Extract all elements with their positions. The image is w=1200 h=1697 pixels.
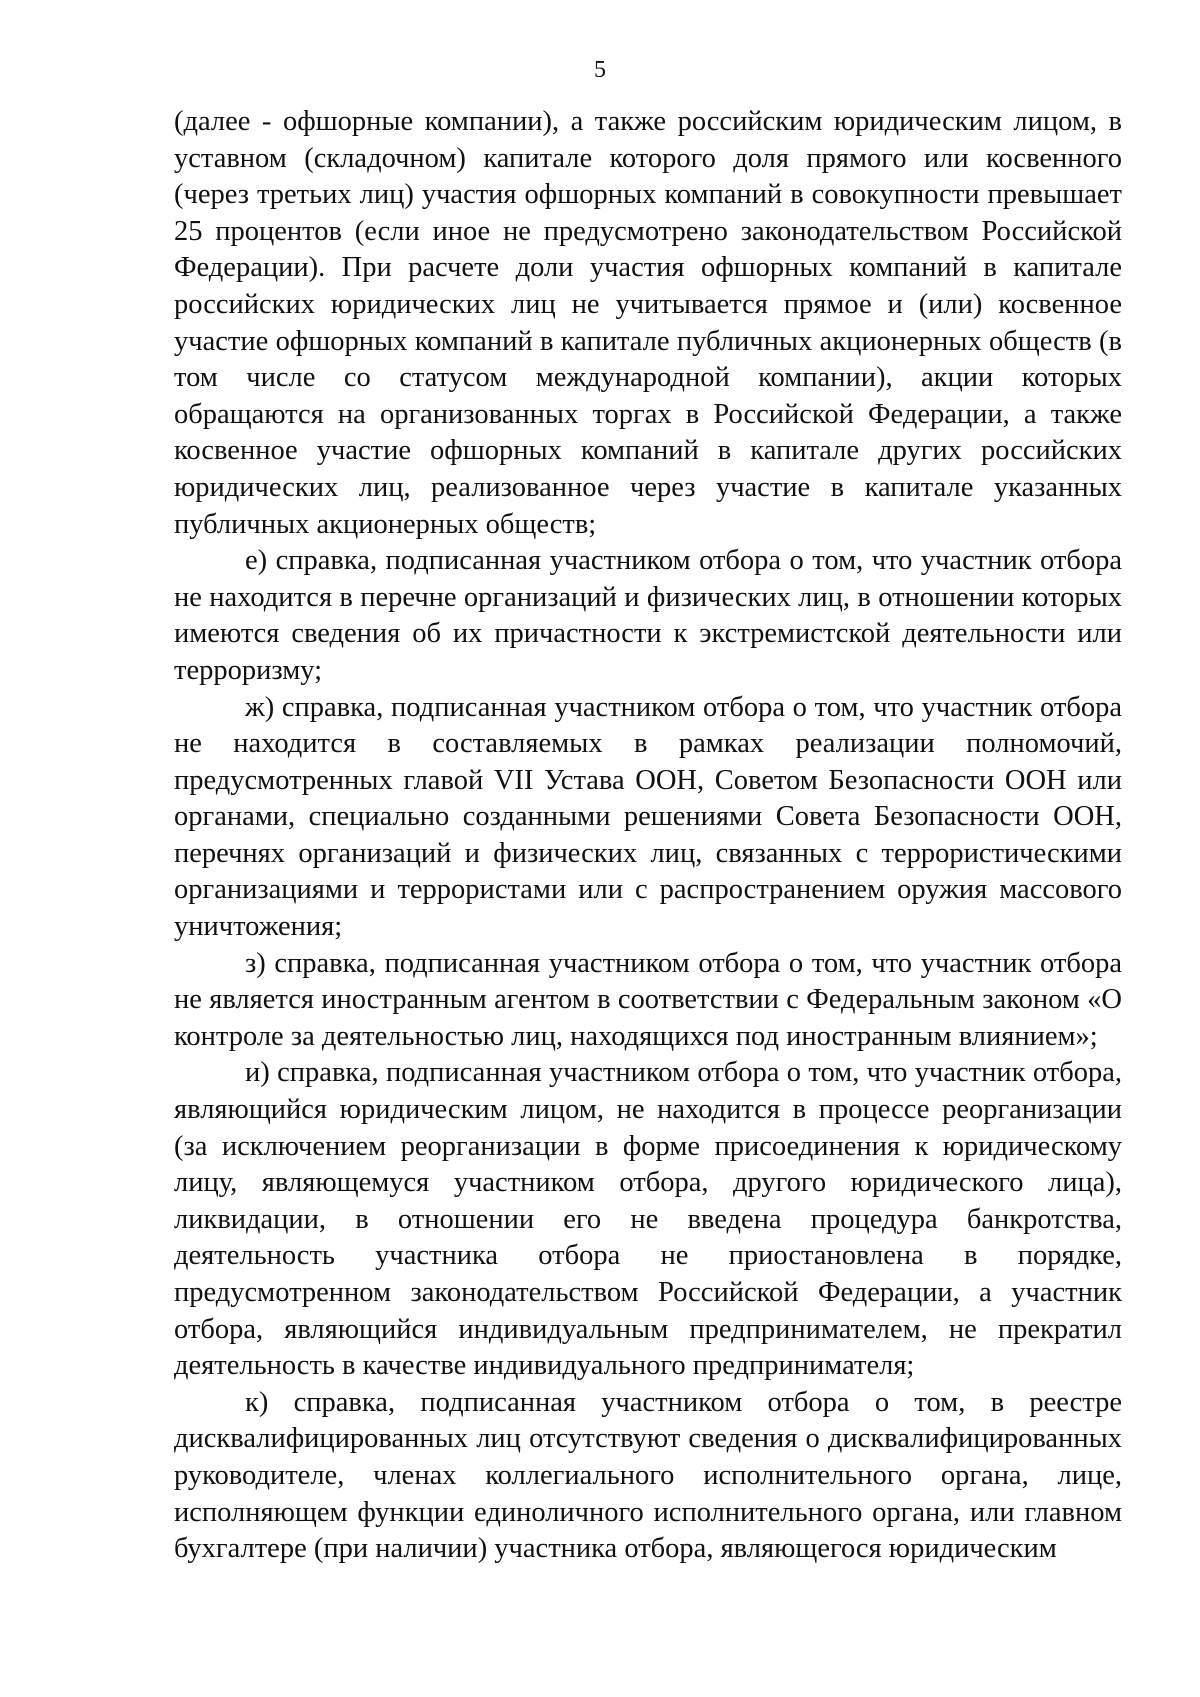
- paragraph-offshore-continuation: (далее - офшорные компании), а также российским юридическим лицом, в уставном (складочном) капитале которого доля прямого или косвенного (через третьих лиц) участия офшорных компаний в совокупности превышает 25 процентов (если иное не предусмотрено законодательством Российской Федерации). При расчете доли участия офшорных компаний в капитале российских юридических лиц не учитывается прямое и (или) косвенное участие офшорных компаний в капитале публичных акционерных обществ (в том числе со статусом международной компании), акции которых обращаются на организованных торгах в Российской Федерации, а также косвенное участие офшорных компаний в капитале других российских юридических лиц, реализованное через участие в капитале указанных публичных акционерных обществ;: [174, 106, 1122, 540]
- paragraph-i-reorganization-certificate: и) справка, подписанная участником отбора о том, что участник отбора, являющийся юридическим лицом, не находится в процессе реорганизации (за исключением реорганизации в форме присоединения к юридическому лицу, являющемуся участником отбора, другого юридического лица), ликвидации, в отношении его не введена процедура банкротства, деятельность участника отбора не приостановлена в порядке, предусмотренном законодательством Российской Федерации, а участник отбора, являющийся индивидуальным предпринимателем, не прекратил деятельность в качестве индивидуального предпринимателя;: [174, 1057, 1122, 1382]
- page-number: 5: [594, 57, 606, 83]
- paragraph-zh-un-lists-certificate: ж) справка, подписанная участником отбора о том, что участник отбора не находится в составляемых в рамках реализации полномочий, предусмотренных главой VII Устава ООН, Советом Безопасности ООН или органами, специально созданными решениями Совета Безопасности ООН, перечнях организаций и физических лиц, связанных с террористическими организациями и террористами или с распространением оружия массового уничтожения;: [174, 691, 1122, 943]
- paragraph-z-foreign-agent-certificate: з) справка, подписанная участником отбора о том, что участник отбора не является иностранным агентом в соответствии с Федеральным законом «О контроле за деятельностью лиц, находящихся под иностранным влиянием»;: [174, 947, 1122, 1052]
- document-body: [174, 104, 1122, 1568]
- paragraph-e-extremism-certificate: е) справка, подписанная участником отбора о том, что участник отбора не находится в перечне организаций и физических лиц, в отношении которых имеются сведения об их причастности к экстремистской деятельности или терроризму;: [174, 545, 1122, 686]
- paragraph-k-disqualified-persons-certificate: к) справка, подписанная участником отбора о том, в реестре дисквалифицированных лиц отсутствуют сведения о дисквалифицированных руководителе, членах коллегиального исполнительного органа, лице, исполняющем функции единоличного исполнительного органа, или главном бухгалтере (при наличии) участника отбора, являющегося юридическим: [174, 1386, 1122, 1565]
